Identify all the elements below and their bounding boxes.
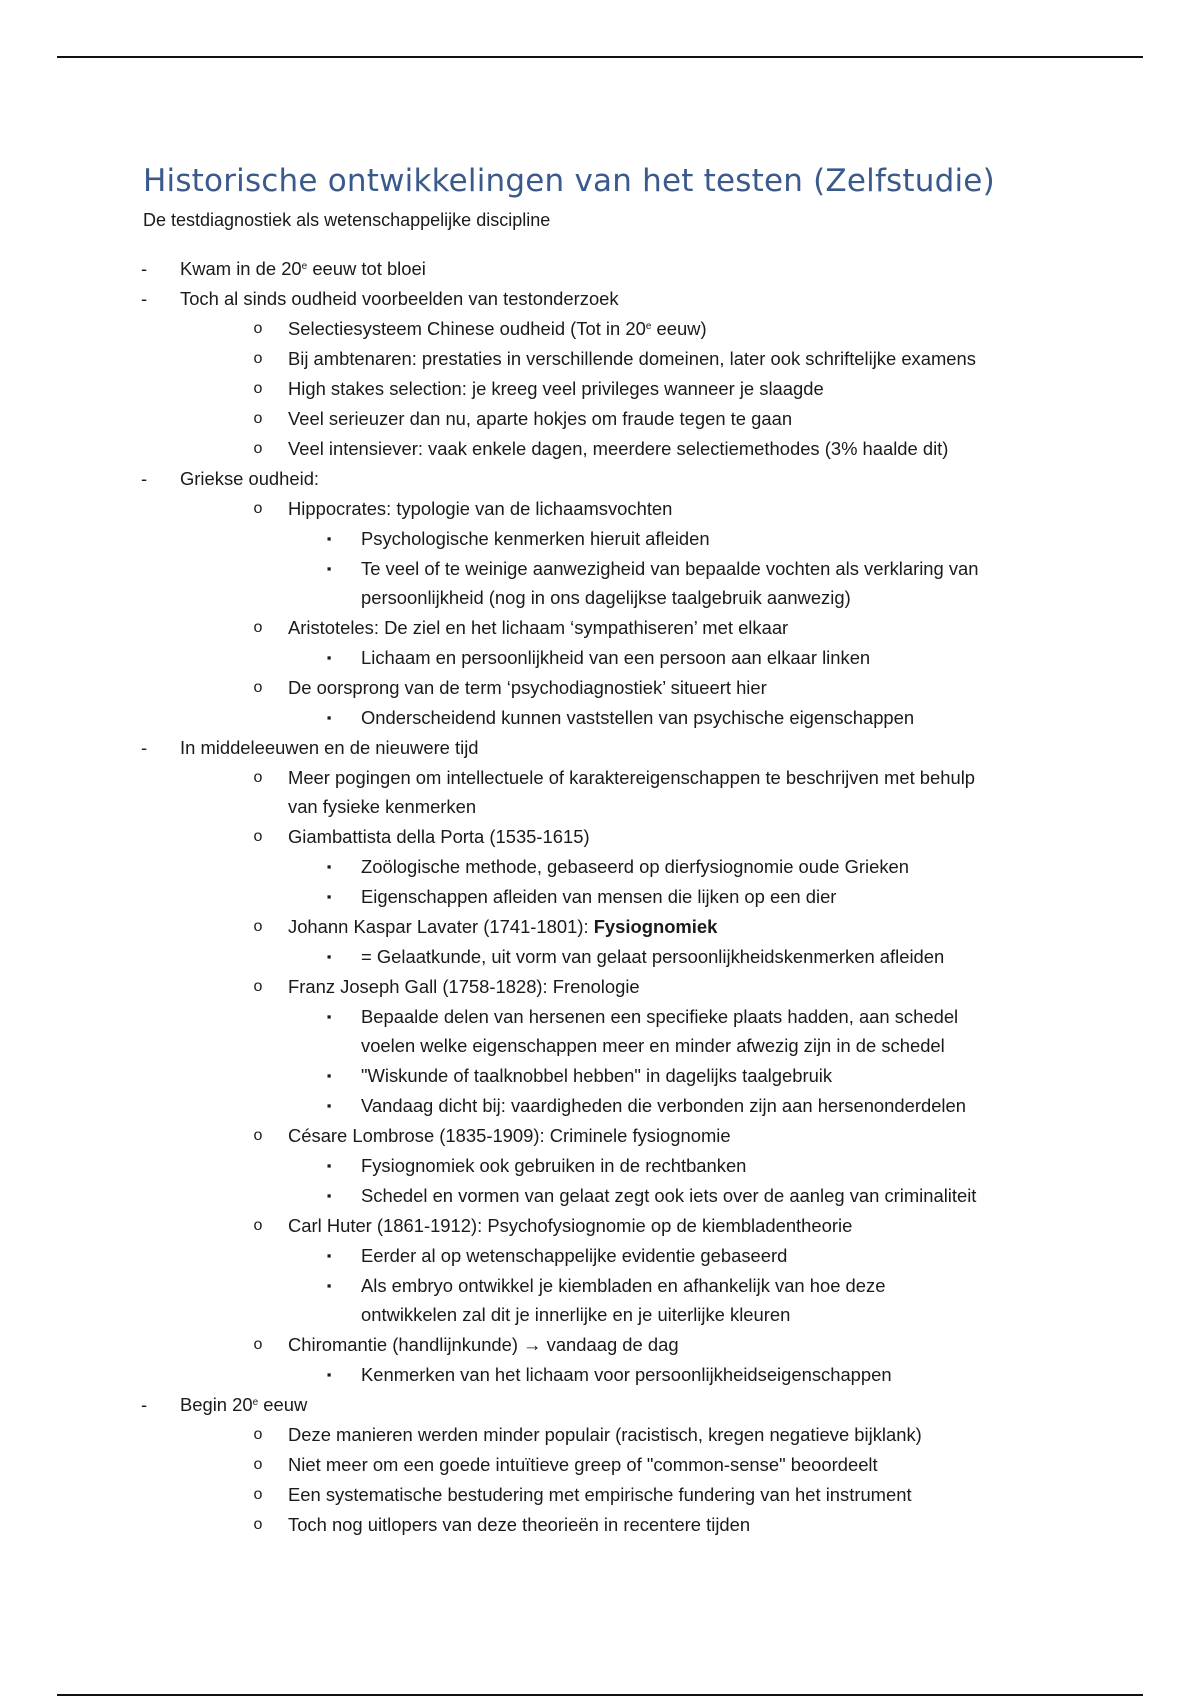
list-item bbox=[0, 344, 1200, 374]
list-item bbox=[0, 942, 1200, 972]
list-item-text: Carl Huter (1861-1912): Psychofysiognomie op de kiembladentheorie bbox=[288, 1215, 853, 1236]
dash-bullet: - bbox=[140, 258, 148, 279]
list-item-text: Kwam in de 20e eeuw tot bloei bbox=[180, 258, 426, 279]
list-item-text: Meer pogingen om intellectuele of karaktereigenschappen te beschrijven met behulp bbox=[288, 767, 976, 788]
square-bullet: ▪ bbox=[326, 531, 332, 546]
list-item bbox=[0, 1211, 1200, 1241]
square-bullet: ▪ bbox=[326, 1158, 332, 1173]
list-item-continuation bbox=[0, 583, 1200, 613]
list-item-text: Hippocrates: typologie van de lichaamsvochten bbox=[288, 498, 673, 519]
square-bullet: ▪ bbox=[326, 1188, 332, 1203]
circle-bullet: o bbox=[253, 978, 263, 995]
list-item-text: Johann Kaspar Lavater (1741-1801): Fysiognomiek bbox=[288, 916, 718, 937]
list-item-text: Giambattista della Porta (1535-1615) bbox=[288, 826, 590, 847]
list-item bbox=[0, 1091, 1200, 1121]
list-item-text: Eigenschappen afleiden van mensen die lijken op een dier bbox=[361, 886, 837, 907]
list-item bbox=[0, 494, 1200, 524]
list-item-text: persoonlijkheid (nog in ons dagelijkse taalgebruik aanwezig) bbox=[361, 587, 851, 608]
dash-bullet: - bbox=[140, 288, 148, 309]
list-item bbox=[0, 703, 1200, 733]
list-item-text: Niet meer om een goede intuïtieve greep of "common-sense" beoordeelt bbox=[288, 1454, 878, 1475]
circle-bullet: o bbox=[253, 1456, 263, 1473]
list-item-text: De oorsprong van de term ‘psychodiagnostiek’ situeert hier bbox=[288, 677, 767, 698]
list-item-text: "Wiskunde of taalknobbel hebben" in dagelijks taalgebruik bbox=[361, 1065, 833, 1086]
list-item-text: Selectiesysteem Chinese oudheid (Tot in 20e eeuw) bbox=[288, 318, 707, 339]
list-item bbox=[0, 643, 1200, 673]
circle-bullet: o bbox=[253, 918, 263, 935]
list-item bbox=[0, 1271, 1200, 1300]
dash-bullet: - bbox=[140, 737, 148, 758]
circle-bullet: o bbox=[253, 828, 263, 845]
square-bullet: ▪ bbox=[326, 889, 332, 904]
list-item-text: ontwikkelen zal dit je innerlijke en je uiterlijke kleuren bbox=[361, 1304, 791, 1325]
circle-bullet: o bbox=[253, 500, 263, 517]
circle-bullet: o bbox=[253, 679, 263, 696]
list-item-text: Schedel en vormen van gelaat zegt ook iets over de aanleg van criminaliteit bbox=[361, 1185, 977, 1206]
list-item-text: Veel serieuzer dan nu, aparte hokjes om fraude tegen te gaan bbox=[288, 408, 793, 429]
circle-bullet: o bbox=[253, 1127, 263, 1144]
list-item bbox=[0, 1360, 1200, 1390]
list-item-text: Kenmerken van het lichaam voor persoonlijkheidseigenschappen bbox=[361, 1364, 892, 1385]
list-item-continuation bbox=[0, 1031, 1200, 1061]
dash-bullet: - bbox=[140, 468, 148, 489]
square-bullet: ▪ bbox=[326, 710, 332, 725]
circle-bullet: o bbox=[253, 320, 263, 337]
list-item bbox=[0, 1061, 1200, 1091]
list-item-text: Vandaag dicht bij: vaardigheden die verbonden zijn aan hersenonderdelen bbox=[361, 1095, 966, 1116]
list-item-continuation bbox=[0, 792, 1200, 822]
square-bullet: ▪ bbox=[326, 1098, 332, 1113]
circle-bullet: o bbox=[253, 410, 263, 427]
square-bullet: ▪ bbox=[326, 1278, 332, 1293]
circle-bullet: o bbox=[253, 380, 263, 397]
list-item bbox=[0, 1330, 1200, 1360]
list-item bbox=[0, 1241, 1200, 1271]
list-item-text: Toch nog uitlopers van deze theorieën in recentere tijden bbox=[288, 1514, 751, 1535]
page-title: Historische ontwikkelingen van het testen (Zelfstudie) bbox=[143, 163, 995, 199]
list-item bbox=[0, 524, 1200, 554]
list-item bbox=[0, 882, 1200, 912]
square-bullet: ▪ bbox=[326, 561, 332, 576]
list-item bbox=[0, 1151, 1200, 1181]
list-item-text: Deze manieren werden minder populair (racistisch, kregen negatieve bijklank) bbox=[288, 1424, 922, 1445]
list-item bbox=[0, 434, 1200, 464]
square-bullet: ▪ bbox=[326, 949, 332, 964]
list-item-text: Lichaam en persoonlijkheid van een persoon aan elkaar linken bbox=[361, 647, 871, 668]
list-item-text: = Gelaatkunde, uit vorm van gelaat persoonlijkheidskenmerken afleiden bbox=[361, 946, 945, 967]
list-item bbox=[0, 852, 1200, 882]
list-item-text: Onderscheidend kunnen vaststellen van psychische eigenschappen bbox=[361, 707, 915, 728]
list-item bbox=[0, 763, 1200, 792]
square-bullet: ▪ bbox=[326, 1248, 332, 1263]
list-item-continuation bbox=[0, 1300, 1200, 1330]
square-bullet: ▪ bbox=[326, 650, 332, 665]
circle-bullet: o bbox=[253, 1486, 263, 1503]
list-item bbox=[0, 314, 1200, 344]
outline-list bbox=[0, 254, 1200, 1540]
list-item-text: Te veel of te weinige aanwezigheid van bepaalde vochten als verklaring van bbox=[361, 558, 979, 579]
top-rule bbox=[57, 56, 1143, 58]
list-item bbox=[0, 673, 1200, 703]
circle-bullet: o bbox=[253, 350, 263, 367]
list-item bbox=[0, 1510, 1200, 1540]
page-subtitle: De testdiagnostiek als wetenschappelijke discipline bbox=[143, 210, 551, 230]
list-item bbox=[0, 374, 1200, 404]
circle-bullet: o bbox=[253, 1336, 263, 1353]
list-item-text: Toch al sinds oudheid voorbeelden van testonderzoek bbox=[180, 288, 619, 309]
list-item bbox=[0, 822, 1200, 852]
list-item bbox=[0, 912, 1200, 942]
list-item-text: Césare Lombrose (1835-1909): Criminele fysiognomie bbox=[288, 1125, 731, 1146]
square-bullet: ▪ bbox=[326, 1009, 332, 1024]
list-item bbox=[0, 972, 1200, 1002]
list-item-text: Eerder al op wetenschappelijke evidentie gebaseerd bbox=[361, 1245, 788, 1266]
list-item-text: Bij ambtenaren: prestaties in verschillende domeinen, later ook schriftelijke examens bbox=[288, 348, 976, 369]
list-item-text: Griekse oudheid: bbox=[180, 468, 320, 489]
list-item bbox=[0, 1121, 1200, 1151]
circle-bullet: o bbox=[253, 619, 263, 636]
list-item-text: Franz Joseph Gall (1758-1828): Frenologie bbox=[288, 976, 640, 997]
list-item bbox=[0, 404, 1200, 434]
list-item-text: Chiromantie (handlijnkunde) → vandaag de dag bbox=[288, 1334, 679, 1355]
circle-bullet: o bbox=[253, 1217, 263, 1234]
circle-bullet: o bbox=[253, 1516, 263, 1533]
circle-bullet: o bbox=[253, 769, 263, 786]
list-item-text: Zoölogische methode, gebaseerd op dierfysiognomie oude Grieken bbox=[361, 856, 909, 877]
list-item-text: Begin 20e eeuw bbox=[180, 1394, 308, 1415]
list-item-text: Een systematische bestudering met empirische fundering van het instrument bbox=[288, 1484, 912, 1505]
list-item bbox=[0, 1390, 1200, 1420]
bottom-rule bbox=[57, 1694, 1143, 1696]
list-item-text: Aristoteles: De ziel en het lichaam ‘sympathiseren’ met elkaar bbox=[288, 617, 789, 638]
dash-bullet: - bbox=[140, 1394, 148, 1415]
list-item-text: Bepaalde delen van hersenen een specifieke plaats hadden, aan schedel bbox=[361, 1006, 959, 1027]
list-item-text: voelen welke eigenschappen meer en minder afwezig zijn in de schedel bbox=[361, 1035, 945, 1056]
list-item bbox=[0, 1480, 1200, 1510]
list-item bbox=[0, 554, 1200, 583]
list-item bbox=[0, 733, 1200, 763]
list-item bbox=[0, 613, 1200, 643]
list-item bbox=[0, 1002, 1200, 1031]
list-item bbox=[0, 254, 1200, 284]
circle-bullet: o bbox=[253, 440, 263, 457]
list-item-text: High stakes selection: je kreeg veel privileges wanneer je slaagde bbox=[288, 378, 824, 399]
list-item bbox=[0, 1181, 1200, 1211]
list-item bbox=[0, 464, 1200, 494]
list-item-text: In middeleeuwen en de nieuwere tijd bbox=[180, 737, 479, 758]
list-item-text: Veel intensiever: vaak enkele dagen, meerdere selectiemethodes (3% haalde dit) bbox=[288, 438, 949, 459]
list-item-text: Als embryo ontwikkel je kiembladen en afhankelijk van hoe deze bbox=[361, 1275, 886, 1296]
square-bullet: ▪ bbox=[326, 1068, 332, 1083]
list-item-text: van fysieke kenmerken bbox=[288, 796, 477, 817]
circle-bullet: o bbox=[253, 1426, 263, 1443]
square-bullet: ▪ bbox=[326, 1367, 332, 1382]
list-item bbox=[0, 284, 1200, 314]
list-item bbox=[0, 1420, 1200, 1450]
list-item-text: Fysiognomiek ook gebruiken in de rechtbanken bbox=[361, 1155, 747, 1176]
list-item-text: Psychologische kenmerken hieruit afleiden bbox=[361, 528, 710, 549]
square-bullet: ▪ bbox=[326, 859, 332, 874]
list-item bbox=[0, 1450, 1200, 1480]
